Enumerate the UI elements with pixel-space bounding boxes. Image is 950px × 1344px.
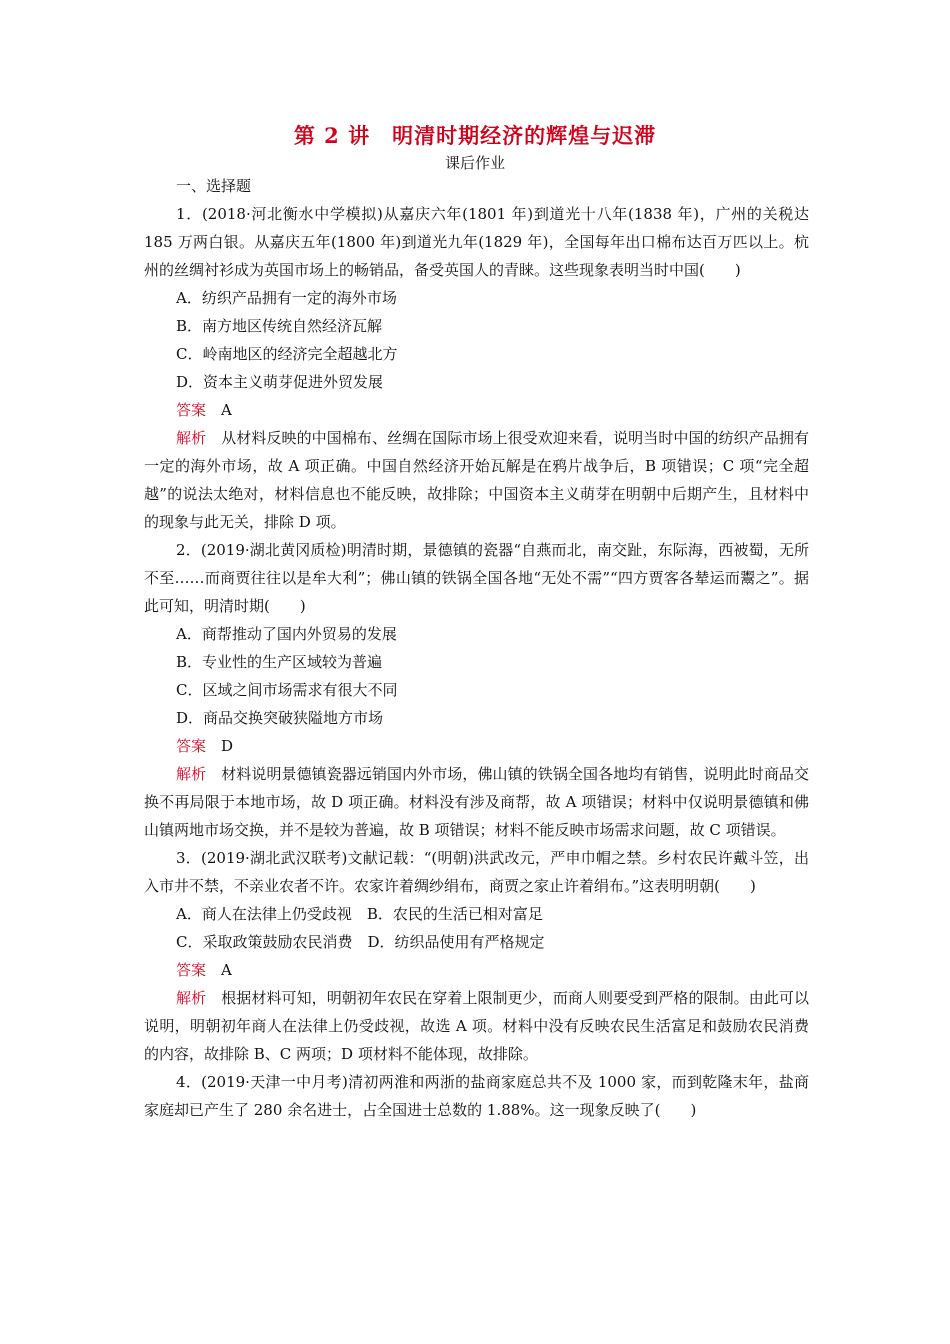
question-2-stem: 2．(2019·湖北黄冈质检)明清时期，景德镇的瓷器“自燕而北，南交趾，东际海，西被蜀，无所不至……而商贾往往以是牟大利”；佛山镇的铁锅全国各地“无处不需”“四方贾客各辇运而鬻之”。据此可知，明清时期( ) xyxy=(144,541,809,615)
analysis-label: 解析 xyxy=(176,989,207,1007)
question-2-answer xyxy=(144,732,809,760)
question-4-stem: 4．(2019·天津一中月考)清初两淮和两浙的盐商家庭总共不及 1000 家，而到乾隆末年，盐商家庭却已产生了 280 余名进士，占全国进士总数的 1.88%。这一现象反映了( ) xyxy=(144,1073,809,1119)
question-1-option-d: D．资本主义萌芽促进外贸发展 xyxy=(176,373,384,391)
answer-value: D xyxy=(221,737,234,755)
question-2-option-d: D．商品交换突破狭隘地方市场 xyxy=(176,709,384,727)
question-2-option-a: A．商帮推动了国内外贸易的发展 xyxy=(176,625,397,643)
answer-label: 答案 xyxy=(176,401,207,419)
question-2-analysis xyxy=(144,760,809,844)
question-1-option-a: A．纺织产品拥有一定的海外市场 xyxy=(176,289,397,307)
analysis-text: 从材料反映的中国棉布、丝绸在国际市场上很受欢迎来看，说明当时中国的纺织产品拥有一定的海外市场，故 A 项正确。中国自然经济开始瓦解是在鸦片战争后，B 项错误；C 项“完全超越”的说法太绝对，材料信息也不能反映，故排除；中国资本主义萌芽在明朝中后期产生，且材料中的现象与此无关，排除 D 项。 xyxy=(144,429,809,531)
answer-value: A xyxy=(221,401,232,419)
question-2-option-b: B．专业性的生产区域较为普遍 xyxy=(176,653,383,671)
question-1-answer xyxy=(144,396,809,424)
answer-label: 答案 xyxy=(176,737,207,755)
answer-value: A xyxy=(221,961,232,979)
analysis-label: 解析 xyxy=(176,429,207,447)
question-1-option-c: C．岭南地区的经济完全超越北方 xyxy=(176,345,398,363)
question-3-stem: 3．(2019·湖北武汉联考)文献记载：“(明朝)洪武改元，严申巾帽之禁。乡村农民许戴斗笠，出入市井不禁，不亲业农者不许。农家许着绸纱绢布，商贾之家止许着绢布。”这表明明朝( ) xyxy=(144,849,809,895)
answer-label: 答案 xyxy=(176,961,207,979)
question-3-options-ab: A．商人在法律上仍受歧视 B．农民的生活已相对富足 xyxy=(176,905,543,923)
question-3-answer xyxy=(144,956,809,984)
question-1-analysis xyxy=(144,424,809,536)
analysis-text: 材料说明景德镇瓷器远销国内外市场，佛山镇的铁锅全国各地均有销售，说明此时商品交换不再局限于本地市场，故 D 项正确。材料没有涉及商帮，故 A 项错误；材料中仅说明景德镇和佛山镇两地市场交换，并不是较为普遍，故 B 项错误；材料不能反映市场需求问题，故 C 项错误。 xyxy=(144,765,809,839)
question-3-options-cd: C．采取政策鼓励农民消费 D．纺织品使用有严格规定 xyxy=(176,933,545,951)
page-title: 第 2 讲 明清时期经济的辉煌与迟滞 xyxy=(293,123,657,148)
question-2-option-c: C．区域之间市场需求有很大不同 xyxy=(176,681,398,699)
analysis-text: 根据材料可知，明朝初年农民在穿着上限制更少，而商人则要受到严格的限制。由此可以说明，明朝初年商人在法律上仍受歧视，故选 A 项。材料中没有反映农民生活富足和鼓励农民消费的内容，故排除 B、C 两项；D 项材料不能体现，故排除。 xyxy=(144,989,809,1063)
question-3-analysis xyxy=(144,984,809,1068)
page-subtitle: 课后作业 xyxy=(444,154,505,172)
content xyxy=(144,172,809,1124)
analysis-label: 解析 xyxy=(176,765,207,783)
question-1-stem: 1．(2018·河北衡水中学模拟)从嘉庆六年(1801 年)到道光十八年(1838 年)，广州的关税达 185 万两白银。从嘉庆五年(1800 年)到道光九年(1829 年)，全国每年出口棉布达百万匹以上。杭州的丝绸衬衫成为英国市场上的畅销品，备受英国人的青睐。这些现象表明当时中国( ) xyxy=(144,205,809,279)
section-heading: 一、选择题 xyxy=(176,177,252,195)
question-1-option-b: B．南方地区传统自然经济瓦解 xyxy=(176,317,383,335)
